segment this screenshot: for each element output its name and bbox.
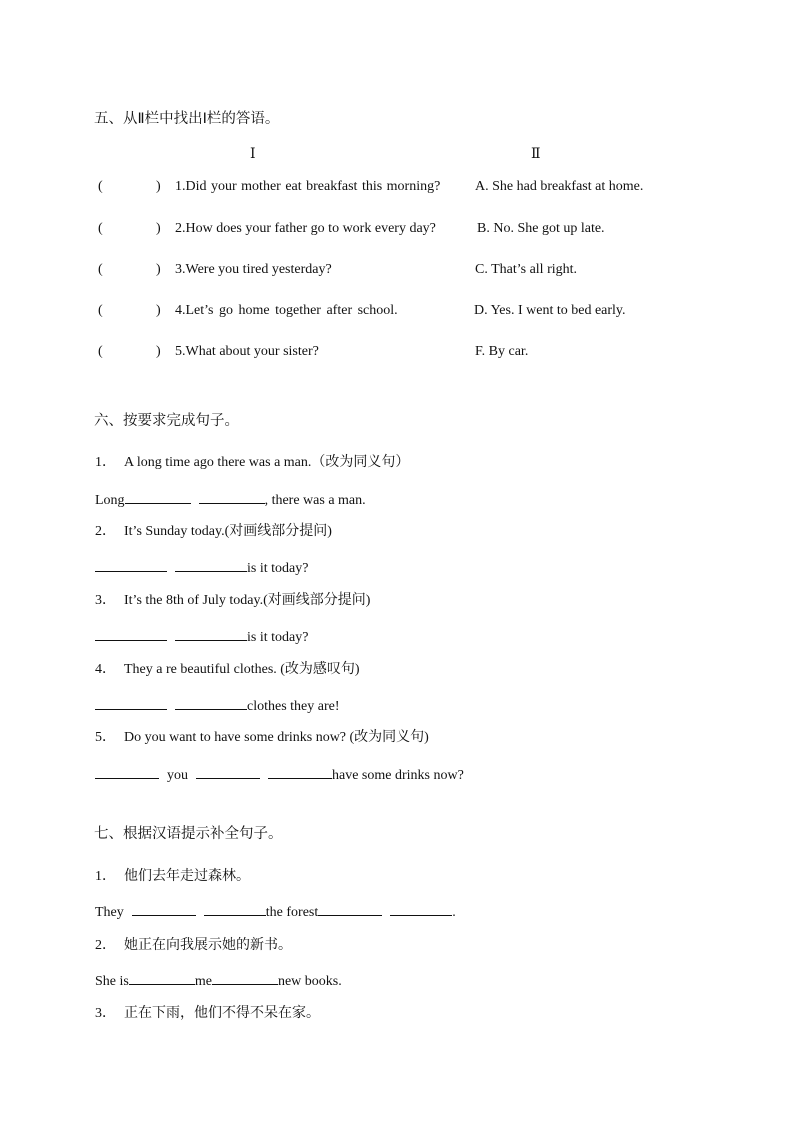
exercise-item <box>95 523 332 541</box>
answer-suffix: , there was a man. <box>264 493 366 508</box>
item-prompt: A long time ago there was a man.（改为同义句） <box>124 455 410 470</box>
answer-blank[interactable] <box>95 558 167 572</box>
section-5-heading: 五、从Ⅱ栏中找出Ⅰ栏的答语。 <box>94 111 280 127</box>
exercise-item <box>95 867 250 886</box>
answer-option-text: D. Yes. I went to bed early. <box>474 303 626 318</box>
answer-suffix: is it today? <box>247 630 309 645</box>
answer-suffix: have some drinks now? <box>332 768 464 783</box>
item-number: 1． <box>95 455 116 470</box>
answer-line <box>95 902 456 922</box>
answer-paren-close: ) <box>156 262 161 277</box>
answer-middle-word: me <box>194 974 212 989</box>
item-prompt: 她正在向我展示她的新书。 <box>124 937 292 953</box>
exercise-item <box>95 936 292 955</box>
column-2-header: Ⅱ <box>531 147 541 162</box>
answer-suffix: . <box>452 905 456 920</box>
answer-blank[interactable] <box>268 765 332 779</box>
item-number: 5． <box>95 730 116 745</box>
answer-suffix: new books. <box>277 974 342 989</box>
exercise-item <box>95 729 429 747</box>
answer-middle-word: the forest <box>265 905 319 920</box>
exercise-item <box>95 661 360 679</box>
answer-paren-close: ) <box>156 221 161 236</box>
answer-option-text: C. That’s all right. <box>475 262 578 277</box>
answer-paren-close: ) <box>156 344 161 359</box>
answer-slot[interactable] <box>106 302 154 320</box>
answer-option-text: A. She had breakfast at home. <box>475 179 644 194</box>
question-text: 2.How does your father go to work every day? <box>175 221 436 236</box>
answer-blank[interactable] <box>212 971 278 985</box>
exercise-item <box>95 592 370 610</box>
column-1-header: Ⅰ <box>250 147 256 162</box>
answer-blank[interactable] <box>390 902 452 916</box>
answer-blank[interactable] <box>204 902 266 916</box>
answer-line <box>95 765 464 785</box>
answer-blank[interactable] <box>196 765 260 779</box>
answer-blank[interactable] <box>175 696 247 710</box>
question-text: 3.Were you tired yesterday? <box>175 262 332 277</box>
item-number: 2． <box>95 938 116 953</box>
item-number: 4． <box>95 662 116 677</box>
question-text: 1.Did your mother eat breakfast this morning? <box>175 179 441 194</box>
item-prompt: It’s the 8th of July today.(对画线部分提问) <box>124 593 371 608</box>
answer-line <box>95 971 342 991</box>
exercise-item <box>95 454 409 472</box>
item-number: 3． <box>95 1006 116 1021</box>
answer-paren-open: ( <box>98 303 103 318</box>
exercise-item <box>95 1004 320 1023</box>
answer-blank[interactable] <box>132 902 196 916</box>
answer-slot[interactable] <box>106 220 154 238</box>
answer-paren-open: ( <box>98 179 103 194</box>
item-prompt: 正在下雨，他们不得不呆在家。 <box>124 1005 320 1021</box>
item-prompt: 他们去年走过森林。 <box>124 868 250 884</box>
answer-blank[interactable] <box>129 971 195 985</box>
answer-blank[interactable] <box>318 902 382 916</box>
answer-blank[interactable] <box>125 490 191 504</box>
answer-blank[interactable] <box>95 765 159 779</box>
answer-blank[interactable] <box>175 627 247 641</box>
answer-suffix: is it today? <box>247 561 309 576</box>
answer-line <box>95 627 308 647</box>
answer-line <box>95 558 308 578</box>
answer-blank[interactable] <box>199 490 265 504</box>
item-number: 3． <box>95 593 116 608</box>
answer-slot[interactable] <box>106 261 154 279</box>
answer-blank[interactable] <box>95 627 167 641</box>
item-prompt: They a re beautiful clothes. (改为感叹句) <box>124 662 360 677</box>
answer-paren-close: ) <box>156 179 161 194</box>
answer-suffix: clothes they are! <box>247 699 340 714</box>
answer-paren-close: ) <box>156 303 161 318</box>
answer-blank[interactable] <box>95 696 167 710</box>
answer-line <box>95 696 340 716</box>
item-prompt: It’s Sunday today.(对画线部分提问) <box>124 524 332 539</box>
answer-option-text: F. By car. <box>475 344 529 359</box>
answer-slot[interactable] <box>106 178 154 196</box>
question-text: 5.What about your sister? <box>175 344 319 359</box>
answer-option-text: B. No. She got up late. <box>477 221 605 236</box>
answer-line <box>95 490 366 510</box>
answer-paren-open: ( <box>98 221 103 236</box>
answer-prefix: They <box>95 905 124 920</box>
answer-slot[interactable] <box>106 343 154 361</box>
item-number: 2． <box>95 524 116 539</box>
answer-paren-open: ( <box>98 262 103 277</box>
section-7-heading: 七、根据汉语提示补全句子。 <box>94 826 283 842</box>
answer-paren-open: ( <box>98 344 103 359</box>
answer-middle-word: you <box>167 768 188 783</box>
answer-prefix: Long <box>95 493 125 508</box>
answer-prefix: She is <box>95 974 129 989</box>
answer-blank[interactable] <box>175 558 247 572</box>
item-prompt: Do you want to have some drinks now? (改为同义句) <box>124 730 429 745</box>
section-6-heading: 六、按要求完成句子。 <box>94 413 239 429</box>
item-number: 1． <box>95 869 116 884</box>
question-text: 4.Let’s go home together after school. <box>175 303 398 318</box>
